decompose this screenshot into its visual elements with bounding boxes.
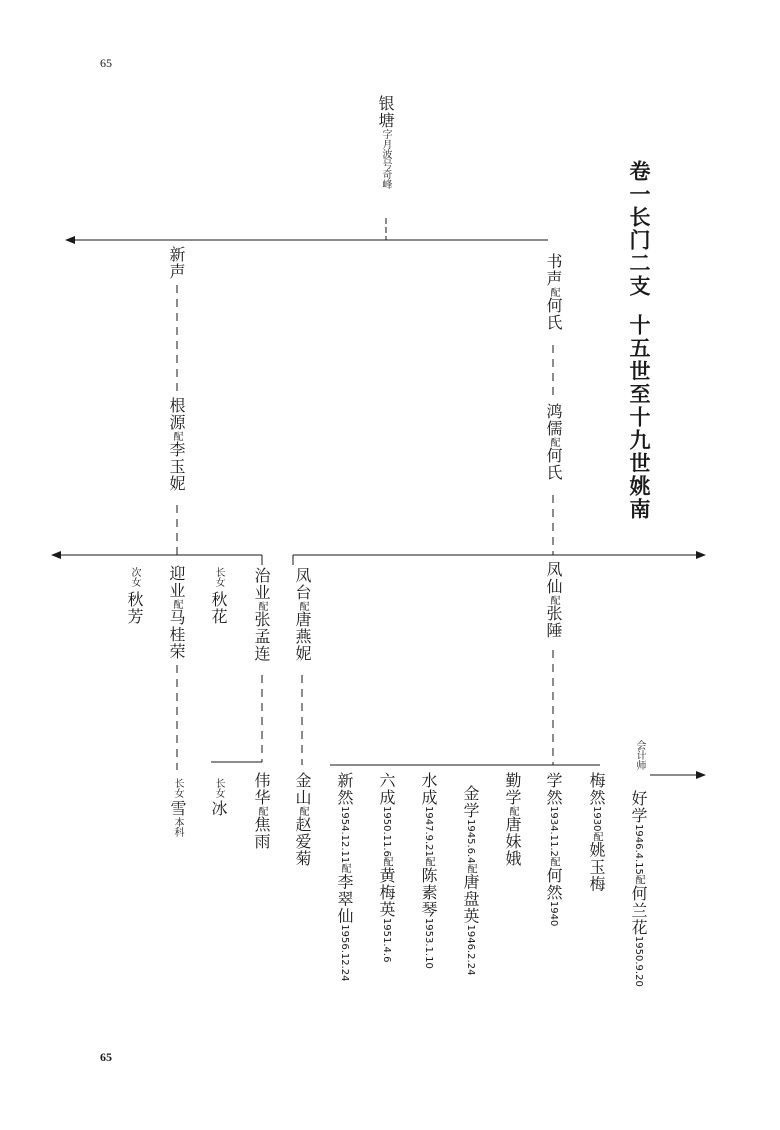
meiran-name: 梅然 <box>587 772 606 806</box>
pei-label: 配 <box>423 856 434 867</box>
haoxue-name: 好学 <box>629 790 648 824</box>
fengxian-spouse: 张陲 <box>544 605 563 639</box>
pei-label: 配 <box>297 601 308 611</box>
haoxue-title: 会计师 <box>634 740 645 770</box>
genyuan-spouse: 李玉妮 <box>167 441 186 492</box>
xueran-name: 学然 <box>544 772 563 806</box>
weihua-spouse: 焦雨 <box>252 816 271 850</box>
xue-note: 本科 <box>172 817 183 837</box>
person-meiran <box>588 772 604 892</box>
qinxue-name: 勤学 <box>503 772 522 806</box>
qiufang-rank: 次女 <box>129 567 140 587</box>
xueran-spouse-birth: 1940 <box>548 900 559 927</box>
xueran-birth: 1934.11.2 <box>548 806 559 857</box>
root-note: 字月波号奇峰 <box>380 129 391 189</box>
yingye-spouse: 马桂荣 <box>167 609 186 660</box>
person-qinxue <box>504 772 520 867</box>
xueran-spouse: 何然 <box>544 866 563 901</box>
jinxue-spouse-birth: 1946.2.24 <box>465 924 476 976</box>
genyuan-name: 根源 <box>167 397 186 431</box>
person-xueran <box>545 772 561 926</box>
person-jinxue <box>462 785 478 975</box>
person-shusheng <box>545 253 561 331</box>
xinran-spouse-birth: 1956.12.24 <box>339 924 350 982</box>
liucheng-birth: 1950.11.6 <box>381 806 392 857</box>
xinran-birth: 1954.12.11 <box>339 806 350 864</box>
bing-rank: 长女 <box>213 778 224 798</box>
qinxue-spouse: 唐妹娥 <box>503 816 522 867</box>
zhiye-spouse: 张孟连 <box>252 611 271 662</box>
pei-label: 配 <box>171 599 182 609</box>
haoxue-spouse-birth: 1950.9.20 <box>633 935 644 987</box>
person-liucheng <box>378 772 394 962</box>
pei-label: 配 <box>633 874 644 885</box>
pei-label: 配 <box>381 856 392 867</box>
haoxue-spouse: 何兰花 <box>629 884 648 936</box>
pei-label: 配 <box>297 806 308 816</box>
jinxue-spouse: 唐盘英 <box>461 873 480 925</box>
person-jinshan <box>294 772 310 867</box>
pei-label: 配 <box>465 863 476 874</box>
weihua-name: 伟华 <box>252 772 271 806</box>
xinran-spouse: 李翠仙 <box>335 873 354 925</box>
title-part2: 十五世至十九世姚南 <box>627 314 651 521</box>
shusheng-name: 书声 <box>544 253 563 287</box>
hongru-spouse: 何氏 <box>544 447 563 481</box>
liucheng-name: 六成 <box>377 772 396 806</box>
jinshan-spouse: 赵爱菊 <box>293 816 312 867</box>
xue-name: 雪 <box>168 800 187 817</box>
liucheng-spouse-birth: 1951.4.6 <box>381 917 392 963</box>
shuicheng-spouse-birth: 1953.1.10 <box>423 917 434 969</box>
title-part1: 卷一长门二支 <box>627 160 651 298</box>
zhiye-name: 治业 <box>252 567 271 601</box>
person-fengxian <box>545 561 561 639</box>
pei-label: 配 <box>339 863 350 874</box>
person-bing: 冰 <box>209 800 228 817</box>
person-xue <box>169 800 185 837</box>
haoxue-birth: 1946.4.15 <box>633 824 644 875</box>
root-yintang <box>377 95 393 189</box>
yingye-name: 迎业 <box>167 565 186 599</box>
qiuhua-rank: 长女 <box>213 567 224 587</box>
pei-label: 配 <box>171 431 182 441</box>
page-number-bottom: 65 <box>100 1050 112 1064</box>
person-qiuhua: 秋花 <box>209 591 228 625</box>
fengtai-spouse: 唐燕妮 <box>293 611 312 662</box>
meiran-birth: 1930 <box>591 806 602 832</box>
pei-label: 配 <box>548 287 559 297</box>
fengxian-name: 凤仙 <box>544 561 563 595</box>
person-weihua <box>253 772 269 850</box>
person-haoxue <box>630 790 646 987</box>
xue-rank: 长女 <box>172 778 183 798</box>
fengtai-name: 凤台 <box>293 567 312 601</box>
person-qiufang: 秋芳 <box>125 591 144 625</box>
person-yingye <box>168 565 184 660</box>
person-xinsheng: 新声 <box>167 246 186 280</box>
root-name: 银塘 <box>376 95 395 129</box>
pei-label: 配 <box>548 437 559 447</box>
pei-label: 配 <box>548 856 559 867</box>
shuicheng-spouse: 陈素琴 <box>419 866 438 918</box>
shuicheng-birth: 1947.9.21 <box>423 806 434 857</box>
pei-label: 配 <box>591 831 602 842</box>
jinxue-birth: 1945.6.4 <box>465 819 476 864</box>
person-fengtai <box>294 567 310 662</box>
person-zhiye <box>253 567 269 662</box>
person-genyuan <box>168 397 184 492</box>
pei-label: 配 <box>548 595 559 605</box>
pei-label: 配 <box>256 806 267 816</box>
person-shuicheng <box>420 772 436 969</box>
liucheng-spouse: 黄梅英 <box>377 866 396 918</box>
person-hongru <box>545 403 561 481</box>
xinran-name: 新然 <box>335 772 354 806</box>
meiran-spouse: 姚玉梅 <box>587 841 606 893</box>
pei-label: 配 <box>256 601 267 611</box>
person-xinran <box>336 772 352 982</box>
jinshan-name: 金山 <box>293 772 312 806</box>
shuicheng-name: 水成 <box>419 772 438 806</box>
shusheng-spouse: 何氏 <box>544 297 563 331</box>
page-number-top: 65 <box>100 56 112 70</box>
hongru-name: 鸿儒 <box>544 403 563 437</box>
pei-label: 配 <box>507 806 518 816</box>
jinxue-name: 金学 <box>461 785 480 819</box>
